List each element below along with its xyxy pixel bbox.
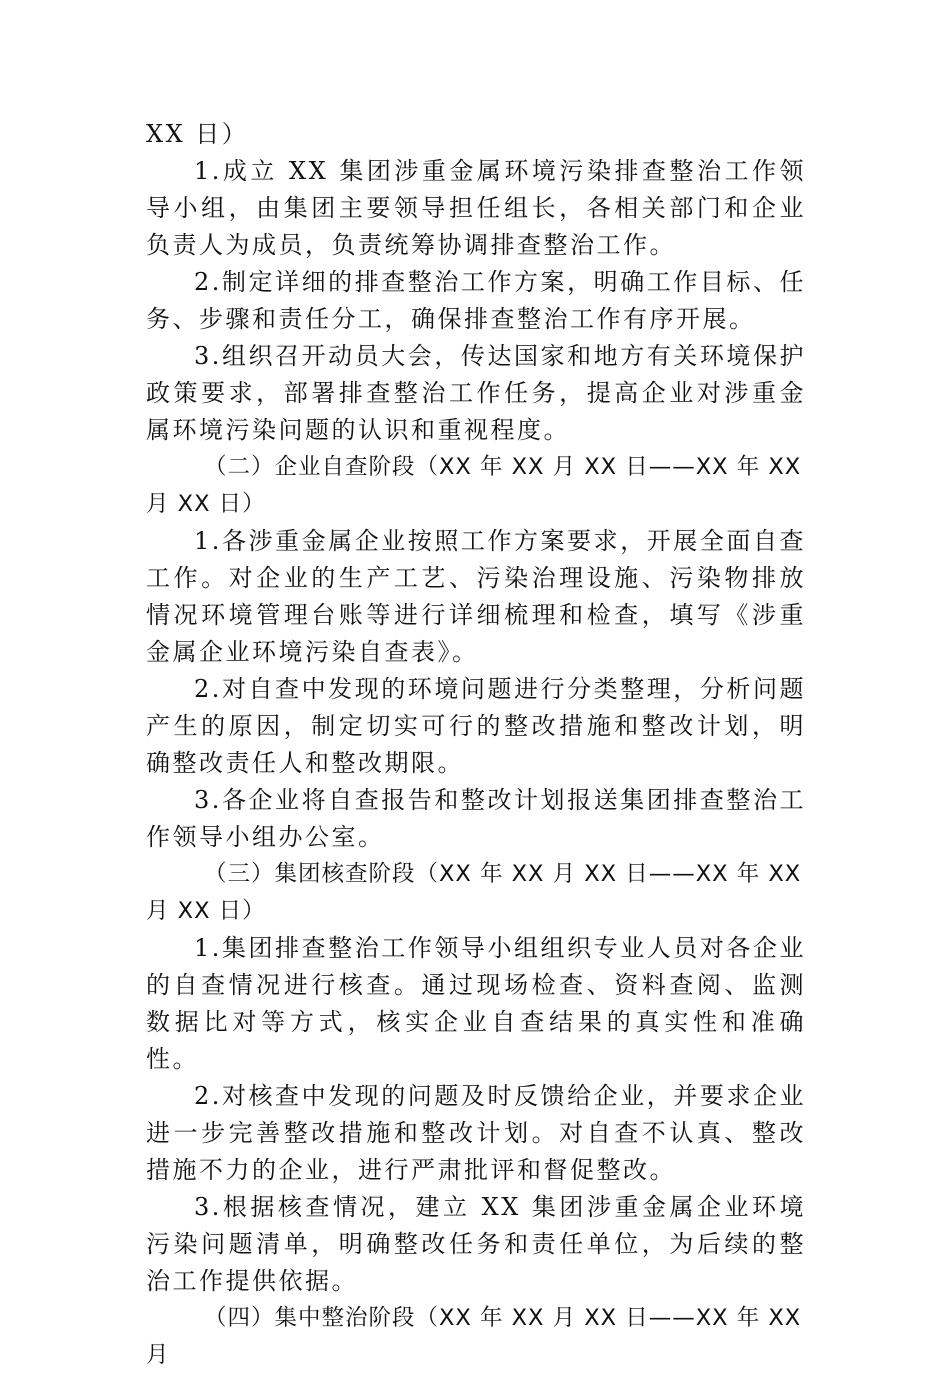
section-heading-group-verification: （三）集团核查阶段（XX 年 XX 月 XX 日——XX 年 XX 月 XX 日） xyxy=(146,861,802,924)
paragraph-work-plan: 2.制定详细的排查整治工作方案，明确工作目标、任务、步骤和责任分工，确保排查整治工作有序开展。 xyxy=(146,268,806,333)
paragraph-feedback: 2.对核查中发现的问题及时反馈给企业，并要求企业进一步完善整改措施和整改计划。对自查不认真、整改措施不力的企业，进行严肃批评和督促整改。 xyxy=(146,1082,806,1184)
document-page xyxy=(146,116,806,1374)
paragraph-problem-classification: 2.对自查中发现的环境问题进行分类整理，分析问题产生的原因，制定切实可行的整改措施和整改计划，明确整改责任人和整改期限。 xyxy=(146,675,806,777)
section-heading-self-inspection: （二）企业自查阶段（XX 年 XX 月 XX 日——XX 年 XX 月 XX 日） xyxy=(146,454,802,517)
paragraph-setup-leading-group: 1.成立 XX 集团涉重金属环境污染排查整治工作领导小组，由集团主要领导担任组长，各相关部门和企业负责人为成员，负责统筹协调排查整治工作。 xyxy=(146,157,806,259)
section-heading-centralized-remediation: （四）集中整治阶段（XX 年 XX 月 XX 日——XX 年 XX 月 xyxy=(146,1305,802,1368)
paragraph-report-submission: 3.各企业将自查报告和整改计划报送集团排查整治工作领导小组办公室。 xyxy=(146,786,806,851)
paragraph-self-inspection: 1.各涉重金属企业按照工作方案要求，开展全面自查工作。对企业的生产工艺、污染治理设施、污染物排放情况环境管理台账等进行详细梳理和检查，填写《涉重金属企业环境污染自查表》。 xyxy=(146,527,806,666)
paragraph-verification: 1.集团排查整治工作领导小组组织专业人员对各企业的自查情况进行核查。通过现场检查、资料查阅、监测数据比对等方式，核实企业自查结果的真实性和准确性。 xyxy=(146,934,806,1073)
paragraph-mobilization-meeting: 3.组织召开动员大会，传达国家和地方有关环境保护政策要求，部署排查整治工作任务，提高企业对涉重金属环境污染问题的认识和重视程度。 xyxy=(146,342,806,444)
paragraph-problem-list: 3.根据核查情况，建立 XX 集团涉重金属企业环境污染问题清单，明确整改任务和责任单位，为后续的整治工作提供依据。 xyxy=(146,1193,806,1295)
paragraph-continuation: XX 日） xyxy=(146,120,249,148)
